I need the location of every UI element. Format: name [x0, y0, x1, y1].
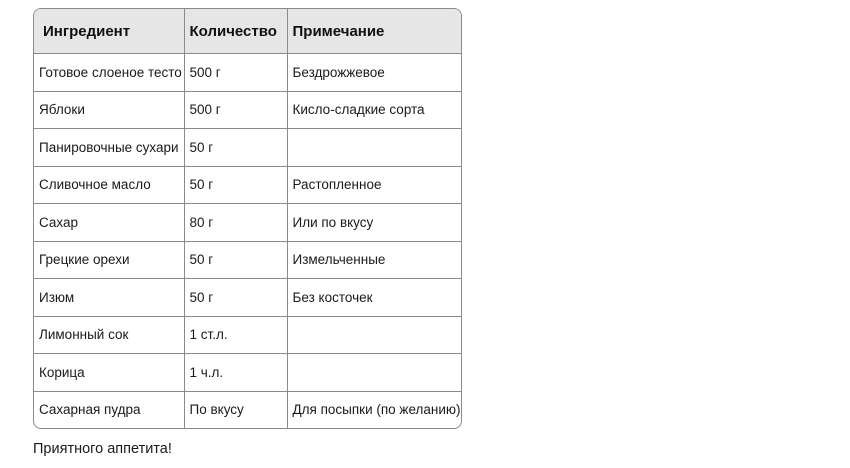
table-row	[34, 129, 461, 167]
cell-quantity: 500 г	[184, 54, 287, 92]
cell-ingredient: Изюм	[34, 279, 184, 317]
cell-quantity: 50 г	[184, 166, 287, 204]
cell-ingredient: Корица	[34, 354, 184, 392]
cell-ingredient: Готовое слоеное тесто	[34, 54, 184, 92]
cell-ingredient: Сахар	[34, 204, 184, 242]
table-row	[34, 54, 461, 92]
cell-note: Для посыпки (по желанию)	[292, 402, 461, 418]
header-note: Примечание	[287, 9, 461, 54]
cell-note: Кисло-сладкие сорта	[287, 91, 461, 129]
ingredients-table	[34, 9, 461, 428]
table-row	[34, 391, 461, 428]
cell-ingredient: Грецкие орехи	[34, 241, 184, 279]
table-row	[34, 279, 461, 317]
table-row	[34, 241, 461, 279]
table-row	[34, 316, 461, 354]
table-row	[34, 166, 461, 204]
cell-ingredient: Панировочные сухари	[34, 129, 184, 167]
cell-note	[287, 129, 461, 167]
cell-note: Бездрожжевое	[287, 54, 461, 92]
cell-ingredient: Яблоки	[34, 91, 184, 129]
cell-quantity: 50 г	[184, 241, 287, 279]
cell-note	[287, 354, 461, 392]
cell-quantity: 50 г	[184, 279, 287, 317]
header-row	[34, 9, 461, 54]
table-row	[34, 91, 461, 129]
table-row	[34, 204, 461, 242]
cell-quantity: 1 ч.л.	[184, 354, 287, 392]
cell-ingredient: Сахарная пудра	[34, 391, 184, 428]
ingredients-table-container	[33, 8, 462, 429]
cell-quantity: По вкусу	[184, 391, 287, 428]
header-quantity: Количество	[184, 9, 287, 54]
cell-note: Растопленное	[287, 166, 461, 204]
closing-text: Приятного аппетита!	[33, 441, 172, 457]
header-ingredient: Ингредиент	[34, 9, 184, 54]
cell-quantity: 50 г	[184, 129, 287, 167]
cell-quantity: 500 г	[184, 91, 287, 129]
cell-ingredient: Лимонный сок	[34, 316, 184, 354]
cell-note: Измельченные	[287, 241, 461, 279]
table-body	[34, 54, 461, 429]
cell-quantity: 1 ст.л.	[184, 316, 287, 354]
table-row	[34, 354, 461, 392]
cell-ingredient: Сливочное масло	[34, 166, 184, 204]
table-header	[34, 9, 461, 54]
cell-note	[287, 316, 461, 354]
cell-quantity: 80 г	[184, 204, 287, 242]
cell-note: Или по вкусу	[287, 204, 461, 242]
cell-note: Без косточек	[287, 279, 461, 317]
